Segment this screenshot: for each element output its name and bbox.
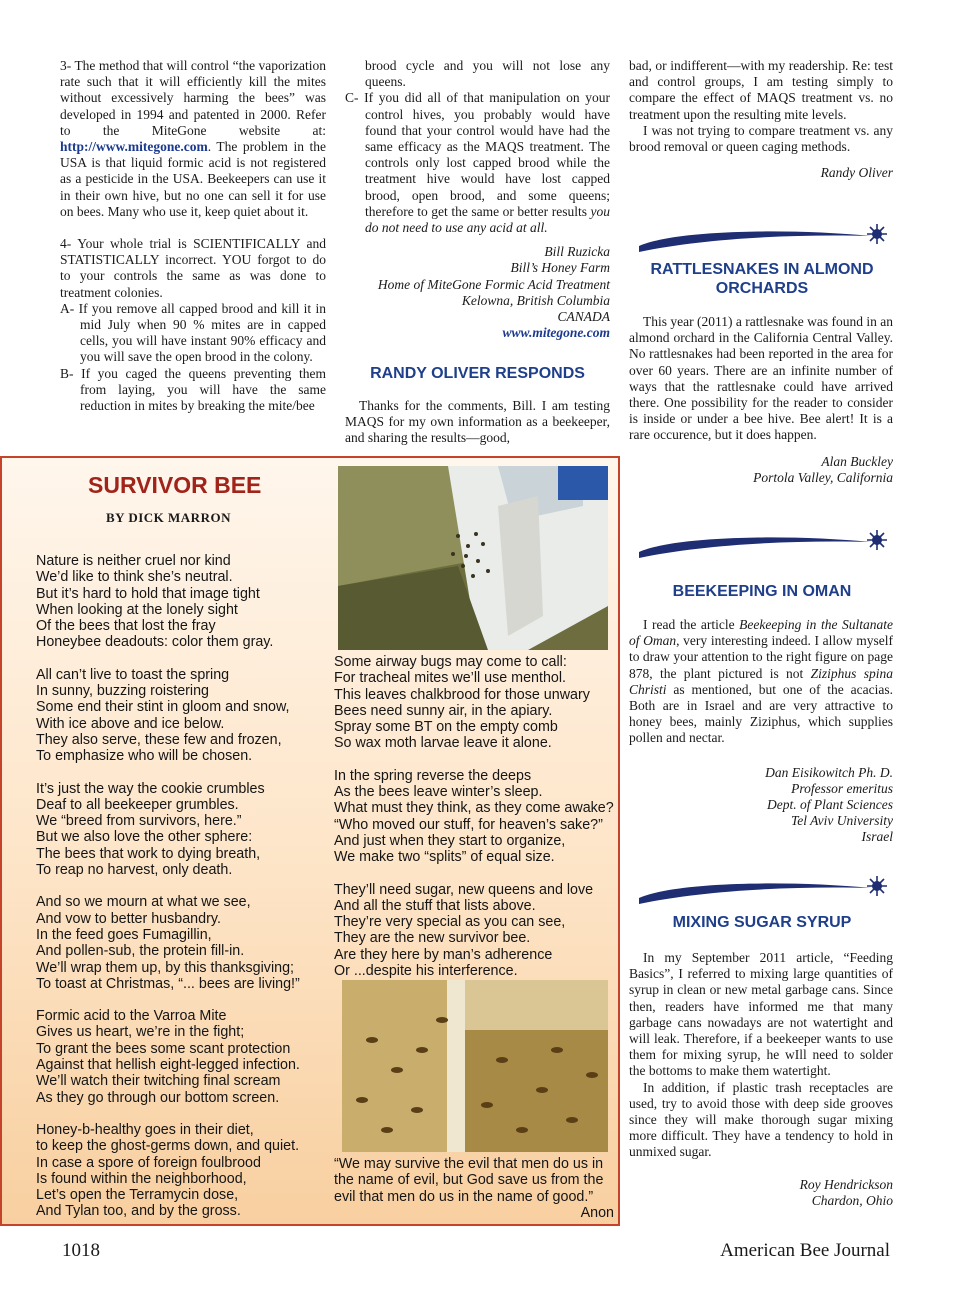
poem-line: In the feed goes Fumagillin, — [36, 926, 212, 943]
poem-line: And all the stuff that lists above. — [334, 897, 536, 914]
poem-line: It’s just the way the cookie crumbles — [36, 780, 265, 797]
poem-line: Formic acid to the Varroa Mite — [36, 1008, 227, 1025]
poem-line: To grant the bees some scant protection — [36, 1040, 291, 1057]
poem-stanza — [334, 654, 616, 752]
poem-line: We’d like to think she’s neutral. — [36, 569, 233, 586]
poem-line: to keep the ghost-germs down, and quiet. — [36, 1138, 300, 1155]
alan-signature: Alan Buckley Portola Valley, California — [753, 453, 893, 485]
poem-line: In sunny, buzzing roistering — [36, 683, 209, 700]
poem-line: Some end their stint in gloom and snow, — [36, 699, 290, 716]
mitegone-link[interactable]: http://www.mitegone.com — [60, 139, 208, 155]
bees-on-comb-photo — [342, 980, 608, 1152]
poem-line: Of the bees that lost the fray — [36, 618, 216, 635]
paragraph-continuation: brood cycle and you will not lose any queens. — [365, 58, 610, 90]
poem-line: They also serve, these few and frozen, — [36, 731, 282, 748]
heading-beekeeping-oman: BEEKEEPING IN OMAN — [672, 583, 852, 600]
poem-line: We’ll wrap them up, by this thanksgiving; — [36, 959, 294, 976]
poem-line: Bees need sunny air, in the apiary. — [334, 702, 553, 719]
poem-byline: BY DICK MARRON — [106, 510, 231, 525]
poem-line: We make two “splits” of equal size. — [334, 849, 555, 866]
paragraph-point-4: 4- Your whole trial is SCIENTIFICALLY and STATISTICALLY incorrect. YOU forgot to do to your controls the same as was done to treatment colonies. — [60, 236, 326, 300]
poem-left-column — [36, 553, 326, 1236]
poem-line: Or ...despite his interference. — [334, 963, 518, 980]
poem-line: To emphasize who will be chosen. — [36, 748, 253, 765]
poem-line: Gives us heart, we’re in the fight; — [36, 1024, 245, 1041]
swoosh-bee-icon — [635, 874, 895, 908]
poem-line: So wax moth larvae leave it alone. — [334, 735, 552, 752]
poem-title: SURVIVOR BEE — [88, 472, 262, 498]
poem-line: The bees that work to dying breath, — [36, 845, 261, 862]
poem-line: “Who moved our stuff, for heaven’s sake?” — [334, 816, 603, 833]
dan-signature: Dan Eisikowitch Ph. D. Professor emeritus Dept. of Plant Sciences Tel Aviv University Israel — [765, 764, 893, 845]
poem-line: And vow to better husbandry. — [36, 910, 221, 927]
poem-stanza — [334, 882, 616, 980]
poem-stanza — [36, 781, 326, 879]
poem-line: This leaves chalkbrood for those unwary — [334, 686, 590, 703]
heading-randy-oliver-responds: RANDY OLIVER RESPONDS — [370, 365, 585, 382]
roy-signature: Roy Hendrickson Chardon, Ohio — [799, 1176, 893, 1208]
page-number: 1018 — [62, 1240, 100, 1261]
poem-line: With ice above and ice below. — [36, 715, 225, 732]
swoosh-bee-icon — [635, 528, 895, 562]
poem-line: And so we mourn at what we see, — [36, 894, 251, 911]
randy-signature: Randy Oliver — [820, 165, 893, 181]
poem-line: When looking at the lonely sight — [36, 601, 238, 618]
poem-line: In case a spore of foreign foulbrood — [36, 1154, 261, 1171]
poem-line: What must they think, as they come awake? — [334, 800, 614, 817]
oman-text: I read the article Beekeeping in the Sultanate of Oman, very interesting indeed. I allow myself to draw your attention to the right figure on page 878, the plant pictured is not Ziziphus spina Christi as mentioned, but one of the acacias. Both are in Israel and are very attractive to honey bees, mainly Ziziphus, which supplies pollen and nectar. Dan Eisikowitch Ph. D. Professor emeritus Dept. of Plant Sciences Tel Aviv University Israel — [629, 617, 894, 845]
poem-line: But it’s hard to hold that image tight — [36, 585, 260, 602]
paragraph-point-a: A- If you remove all capped brood and kill it in mid July when 90 % mites are in capped cells, you will have instant 90% efficacy and you will save the open brood in the colony. — [60, 300, 326, 365]
paragraph-point-b: B- If you caged the queens preventing them from laying, you will have the same reduction in mites by breaking the mite/bee — [60, 365, 326, 414]
poem-line: And Tylan too, and by the gross. — [36, 1203, 241, 1220]
poem-line: Against that hellish eight-legged infection. — [36, 1057, 300, 1074]
heading-rattlesnakes: RATTLESNAKES IN ALMOND ORCHARDS — [650, 261, 874, 297]
swoosh-bee-icon — [635, 222, 895, 256]
poem-right-column — [334, 654, 616, 995]
poem-line: Honeybee deadouts: color them gray. — [36, 634, 274, 651]
poem-line: Let’s open the Terramycin dose, — [36, 1187, 239, 1204]
poem-line: Honey-b-healthy goes in their diet, — [36, 1121, 254, 1138]
column-1 — [60, 58, 326, 414]
poem-line: In the spring reverse the deeps — [334, 767, 532, 784]
heading-mixing-sugar-syrup: MIXING SUGAR SYRUP — [672, 914, 852, 931]
mitegone-signature-link[interactable]: www.mitegone.com — [502, 325, 610, 341]
poem-stanza — [36, 1008, 326, 1106]
poem-stanza — [36, 1122, 326, 1220]
poem-line: Spray some BT on the empty comb — [334, 719, 558, 736]
quote-author: Anon — [580, 1204, 614, 1221]
poem-line: All can’t live to toast the spring — [36, 666, 230, 683]
poem-line: For tracheal mites we’ll use menthol. — [334, 670, 567, 687]
poem-line: As they go through our bottom screen. — [36, 1089, 280, 1106]
poem-line: Are they here by man’s adherence — [334, 946, 553, 963]
poem-line: They’re very special as you can see, — [334, 914, 566, 931]
rattlesnake-text: This year (2011) a rattlesnake was found in an almond orchard in the California Central Valley. No rattlesnakes had been reported in the area for over 60 years. There are an infinite number of ways that the rattlesnake could have arrived there. One possibility for the reader to consider is inside or under a bee hive. Bee alert! It is a rare occurence, but it does happen. Alan Buckley Portola Valley, California — [629, 314, 893, 485]
poem-line: We “breed from survivors, here.” — [36, 813, 242, 830]
poem-line: Deaf to all beekeeper grumbles. — [36, 796, 239, 813]
bill-signature: Bill Ruzicka Bill’s Honey Farm Home of MiteGone Formic Acid Treatment Kelowna, British Columbia CANADA www.mitegone.com — [345, 244, 610, 341]
poem-line: As the bees leave winter’s sleep. — [334, 784, 543, 801]
column-2 — [345, 58, 610, 341]
paragraph-point-c: C- If you did all of that manipulation on your control hives, you probably would have found that your control would have had the same efficacy as the MAQS treatment. The controls only lost capped brood while the treatment hive would have lost capped brood, open brood, and some queens; therefore to get the same or better results you do not need to use any acid at all. — [345, 90, 610, 236]
poem-line: And just when they start to organize, — [334, 832, 566, 849]
poem-line: They’ll need sugar, new queens and love — [334, 881, 594, 898]
poem-stanza — [36, 553, 326, 651]
poem-line: They are the new survivor bee. — [334, 930, 531, 947]
syrup-text: In my September 2011 article, “Feeding Basics”, I referred to mixing large quantities of syrup in clean or new metal garbage cans. Since then, readers have informed me that many garbage cans nowadays are not watertight and will leak. Therefore, if a beekeeper wants to use them for mixing syrup, he wIll need to solder the bottoms to make them watertight. In addition, if plastic trash receptacles are used, try to avoid those with deep side grooves since they will make thorough sugar mixing more difficult. They have a tendency to hold in unmixed sugar. Roy Hendrickson Chardon, Ohio — [629, 950, 893, 1208]
poem-line: Some airway bugs may come to call: — [334, 654, 567, 670]
poem-stanza — [36, 894, 326, 992]
poem-stanza — [36, 667, 326, 765]
poem-line: Nature is neither cruel nor kind — [36, 553, 231, 569]
poem-line: And pollen-sub, the protein fill-in. — [36, 943, 245, 960]
quote-text: “We may survive the evil that men do us in the name of evil, but God save us from the evil that men do us in the name of good.” Anon — [334, 1156, 614, 1221]
journal-name: American Bee Journal — [720, 1240, 890, 1261]
poem-line: We’ll watch their twitching final scream — [36, 1073, 281, 1090]
poem-stanza — [334, 768, 616, 866]
poem-line: But we also love the other sphere: — [36, 829, 253, 846]
paragraph-point-3: 3- The method that will control “the vaporization rate such that it will efficiently kill the mites without excessively harming the bees” was developed in 1994 and patented in 2000. Refer to the MiteGone website at: http://www.mitegone.com. The problem in the USA is that liquid formic acid is not registered as a pesticide in the USA. Beekeepers can use it in their own hive, but no one can sell it for use on bees. Many who use it, keep quiet about it. — [60, 58, 326, 219]
deadout-bees-photo — [338, 466, 608, 650]
poem-line: To toast at Christmas, “... bees are living!” — [36, 975, 300, 992]
poem-line: To reap no harvest, only death. — [36, 862, 233, 879]
column-3-top: bad, or indifferent—with my readership. Re: test and control groups, I am testing simply to compare the effect of MAQS treatment vs. no treatment upon the resulting mite levels. I was not trying to compare treatment vs. any brood removal or queen caging methods. Randy Oliver — [629, 58, 893, 181]
reply-text: Thanks for the comments, Bill. I am testing MAQS for my own information as a beekeeper, and sharing the results—good, — [345, 398, 610, 446]
poem-line: Is found within the neighborhood, — [36, 1170, 247, 1187]
